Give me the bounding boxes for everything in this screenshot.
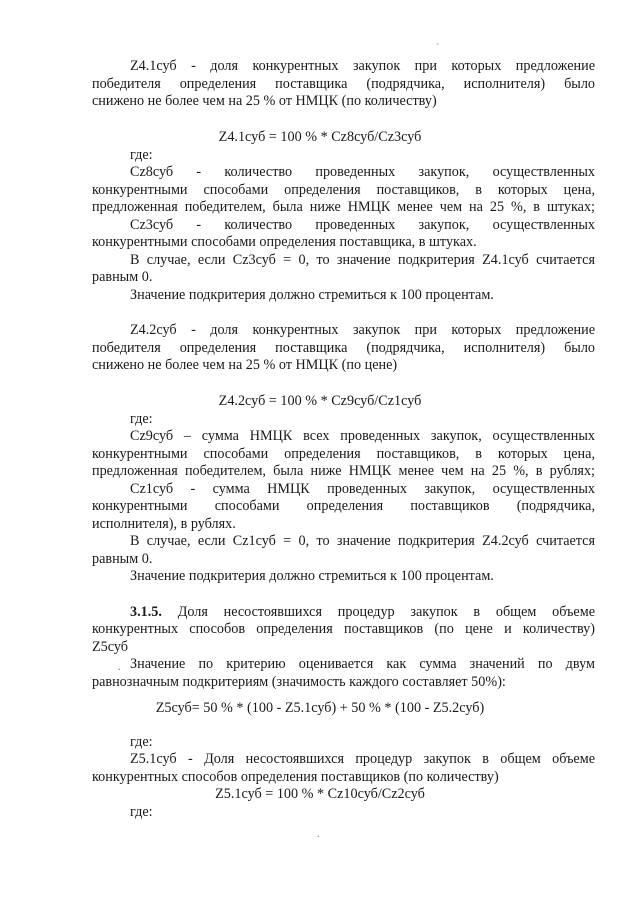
text-line: Значение по критерию оценивается как сумма значений по двум [130, 656, 595, 672]
text-line: конкурентными способами определения поставщиков, в которых цена, [92, 182, 595, 198]
text-line: снижено не более чем на 25 % от НМЦК (по количеству) [92, 93, 437, 109]
text-line: предложенная победителем, была ниже НМЦК менее чем на 25 %, в штуках; [92, 199, 595, 215]
text-line: конкурентных способов определения поставщиков (по цене и количеству) [92, 621, 595, 637]
text-line: равным 0. [92, 269, 153, 285]
text-line: исполнителя), в рублях. [92, 516, 236, 532]
scan-speck: ` [436, 43, 440, 54]
text-line: Z4.2суб - доля конкурентных закупок при которых предложение [130, 322, 595, 338]
scan-speck: . [118, 662, 121, 673]
formula: Z5суб= 50 % * (100 - Z5.1суб) + 50 % * (100 - Z5.2суб) [155, 700, 485, 716]
text-line: Значение подкритерия должно стремиться к 100 процентам. [130, 568, 494, 584]
section-heading [130, 604, 595, 621]
text-line: Cz9суб – сумма НМЦК всех проведенных закупок, осуществленных [130, 428, 595, 444]
section-number: 3.1.5. [130, 604, 162, 620]
text-line: Значение подкритерия должно стремиться к 100 процентам. [130, 287, 494, 303]
text-line: победителя определения поставщика (подрядчика, исполнителя) было [92, 76, 595, 92]
text-line: снижено не более чем на 25 % от НМЦК (по цене) [92, 357, 398, 373]
text-line: равнозначным подкритериям (значимость каждого составляет 50%): [92, 674, 506, 690]
text-line: конкурентными способами определения поставщика, в штуках. [92, 234, 477, 250]
text-line: конкурентных способов определения поставщиков (по количеству) [92, 769, 499, 785]
text-line: где: [130, 734, 153, 750]
text-line: Z5.1суб - Доля несостоявшихся процедур закупок в общем объеме [130, 751, 595, 767]
text-line: где: [130, 804, 153, 820]
formula: Z4.1суб = 100 % * Cz8суб/Cz3суб [218, 129, 422, 145]
text-line: Z4.1суб - доля конкурентных закупок при которых предложение [130, 58, 595, 74]
formula: Z5.1суб = 100 % * Cz10суб/Cz2суб [215, 786, 425, 802]
text-line: Z5суб [92, 639, 128, 655]
text-line: конкурентными способами определения поставщиков (подрядчика, [92, 498, 595, 514]
text-line: Cz3суб - количество проведенных закупок, осуществленных [130, 217, 595, 233]
text-line: Cz1суб - сумма НМЦК проведенных закупок, осуществленных [130, 481, 595, 497]
text-line: конкурентными способами определения поставщиков, в которых цена, [92, 446, 595, 462]
section-title: Доля несостоявшихся процедур закупок в общем объеме [177, 604, 596, 620]
scan-speck: . [317, 829, 320, 840]
text-line: Cz8суб - количество проведенных закупок, осуществленных [130, 164, 595, 180]
text-line: победителя определения поставщика (подрядчика, исполнителя) было [92, 340, 595, 356]
formula: Z4.2суб = 100 % * Cz9суб/Cz1суб [218, 393, 422, 409]
text-line: равным 0. [92, 551, 153, 567]
text-line: где: [130, 147, 153, 163]
text-line: В случае, если Cz3суб = 0, то значение подкритерия Z4.1суб считается [130, 252, 595, 268]
text-line: предложенная победителем, была ниже НМЦК менее чем на 25 %, в рублях; [92, 463, 595, 479]
text-line: где: [130, 411, 153, 427]
text-line: В случае, если Cz1суб = 0, то значение подкритерия Z4.2суб считается [130, 533, 595, 549]
